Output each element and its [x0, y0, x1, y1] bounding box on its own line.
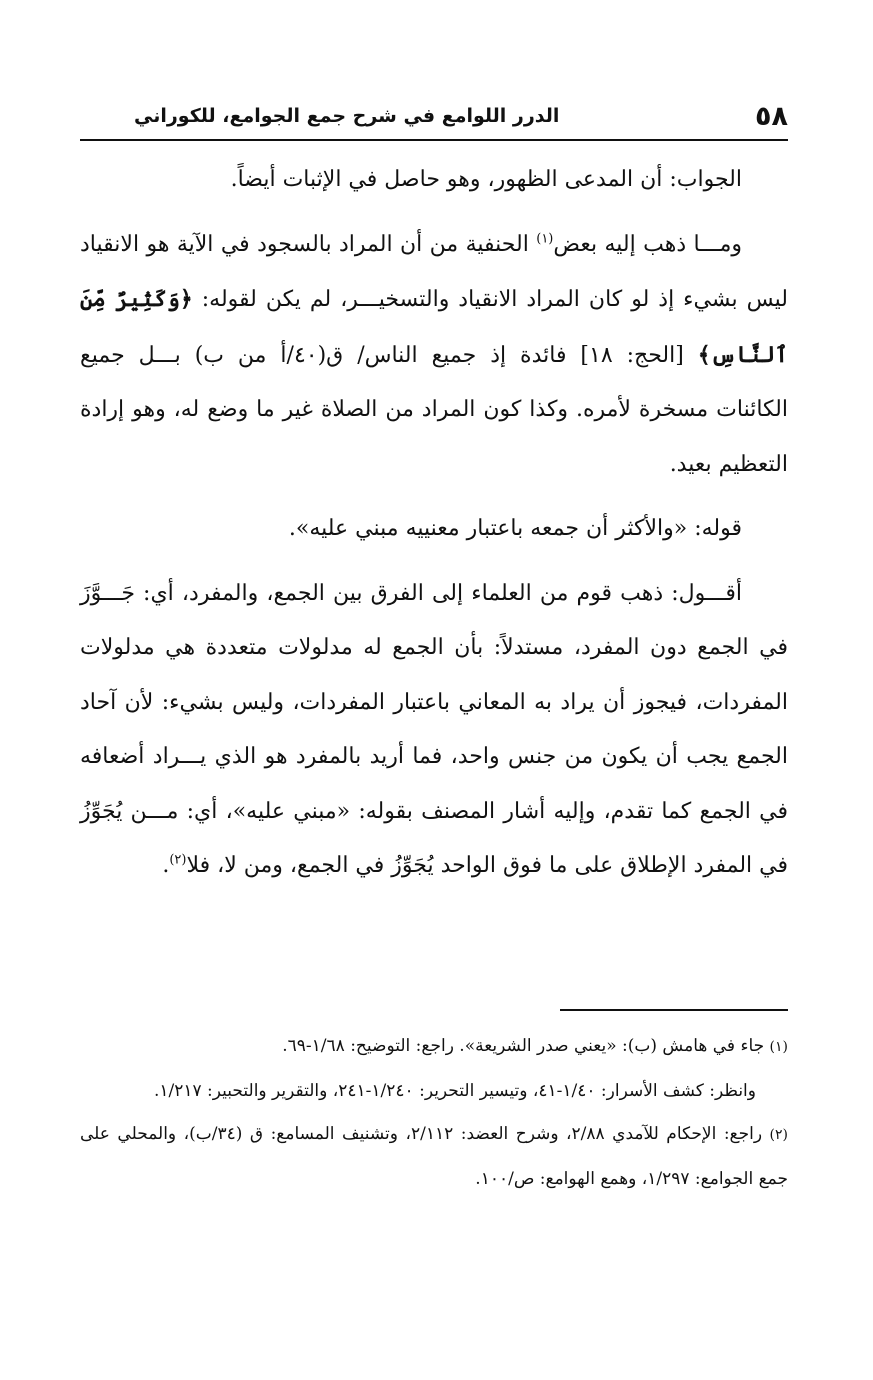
paragraph-hanafi — [80, 218, 788, 493]
footnote-1-number: (١) — [769, 1039, 788, 1055]
footnote-2 — [80, 1113, 788, 1201]
quran-verse: ﴿وَكَثِيرٌ مِّنَ ٱلنَّاسِ﴾ — [80, 286, 789, 368]
footnote-2-number: (٢) — [769, 1127, 788, 1143]
main-text — [80, 153, 788, 894]
footnote-1-continued-text: وانظر: كشف الأسرار: ١/٤٠-٤١، وتيسير التحرير: ١/٢٤٠-٢٤١، والتقرير والتحبير: ١/٢١٧. — [153, 1080, 756, 1101]
footnote-divider — [560, 1009, 788, 1011]
footnote-ref-2: (٢) — [169, 852, 187, 868]
paragraph-discussion-end: . — [162, 853, 170, 878]
footnote-1-continued — [80, 1070, 788, 1114]
paragraph-answer-text: الجواب: أن المدعى الظهور، وهو حاصل في الإثبات أيضاً. — [230, 167, 742, 192]
paragraph-hanafi-text-c: [الحج: ١٨] فائدة إذ جميع الناس/ ق(٤٠/أ من ب) بـــل جميع الكائنات مسخرة لأمره. وكذا كون المراد من الصلاة غير ما وضع له، وهو إرادة التعظيم بعيد. — [80, 342, 788, 477]
page-number: ٥٨ — [755, 100, 788, 132]
paragraph-hanafi-text-b: الحنفية من أن المراد بالسجود في الآية هو الانقياد ليس بشيء إذ لو كان المراد الانقياد والتسخيـــر، لم يكن لقوله: — [80, 231, 788, 312]
paragraph-discussion — [80, 567, 788, 894]
paragraph-quote — [80, 502, 788, 557]
footnote-1 — [80, 1025, 788, 1070]
page-header — [80, 96, 788, 136]
paragraph-hanafi-text-a: ومـــا ذهب إليه بعض — [553, 231, 742, 257]
paragraph-discussion-text: أقـــول: ذهب قوم من العلماء إلى الفرق بين الجمع، والمفرد، أي: جَـــوَّزَ في الجمع دون المفرد، مستدلاً: بأن الجمع له مدلولات متعددة هي مدلولات المفردات، فيجوز أن يراد به المعاني باعتبار المفردات، وليس بشيء: لأن آحاد الجمع يجب أن يكون من جنس واحد، فما أريد بالمفرد هو الذي يـــراد أضعافه في الجمع كما تقدم، وإليه أشار المصنف بقوله: «مبني عليه»، أي: مـــن يُجَوِّزُ في المفرد الإطلاق على ما فوق الواحد يُجَوِّزُ في الجمع، ومن لا، فلا — [80, 580, 789, 878]
paragraph-quote-text: قوله: «والأكثر أن جمعه باعتبار معنييه مبني عليه». — [288, 516, 742, 541]
footnotes — [80, 1025, 788, 1201]
footnote-2-text: راجع: الإحكام للآمدي ٢/٨٨، وشرح العضد: ٢/١١٢، وتشنيف المسامع: ق (٣٤/ب)، والمحلي على جمع الجوامع: ١/٢٩٧، وهمع الهوامع: ص/١٠٠. — [80, 1124, 788, 1189]
paragraph-answer — [80, 153, 788, 208]
footnote-ref-1: (١) — [536, 231, 554, 247]
header-divider — [80, 139, 788, 141]
footnote-1-text: جاء في هامش (ب): «يعني صدر الشريعة». راجع: التوضيح: ١/٦٨-٦٩. — [282, 1036, 770, 1056]
running-title: الدرر اللوامع في شرح جمع الجوامع، للكوراني — [134, 105, 560, 127]
